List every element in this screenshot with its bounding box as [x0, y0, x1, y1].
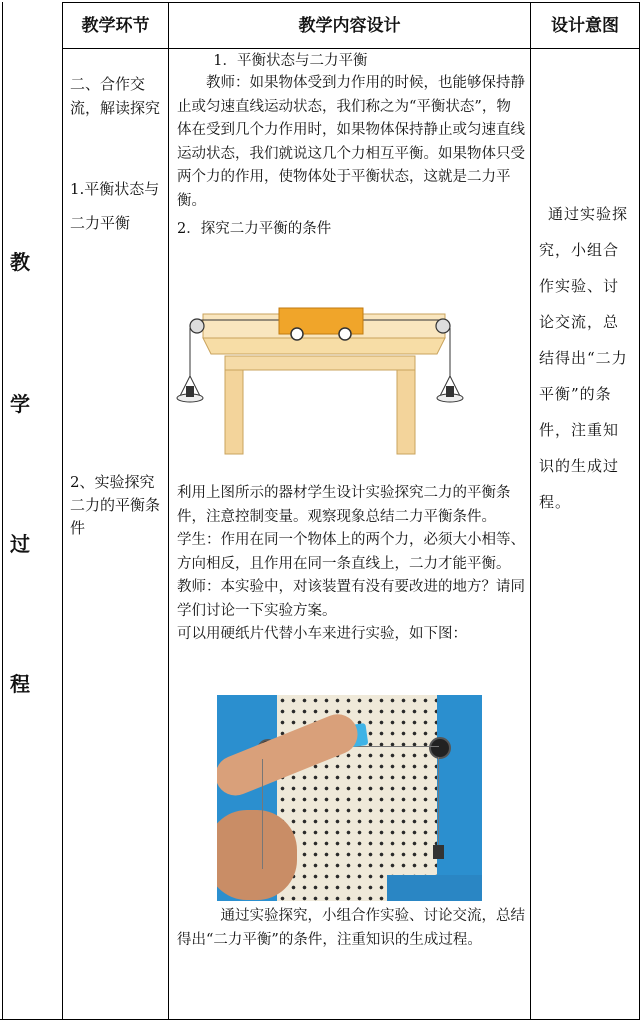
- section1-title: 1．平衡状态与二力平衡: [213, 53, 368, 69]
- weight-right-photo: [438, 757, 439, 845]
- cardboard-suggestion-text: 可以用硬纸片代替小车来进行实验，如下图：: [177, 626, 467, 642]
- table-legs: [225, 356, 415, 454]
- section2-title: 2．探究二力平衡的条件: [177, 220, 332, 237]
- stage-left-border: [62, 2, 63, 1020]
- side-label-char-3: 过: [10, 532, 30, 556]
- content-section1: [177, 50, 525, 241]
- content-left-border: [168, 2, 169, 1020]
- intent-text: 通过实验探究，小组合作实验、讨论交流，总结得出“二力平衡”的条件，注重知识的生成过程。: [539, 205, 629, 511]
- stage-part1-title: 二、合作交流，解读探究: [70, 75, 161, 117]
- content-conclusion: [177, 904, 525, 952]
- cart-wheel-left: [291, 328, 303, 340]
- weight-block-right: [433, 845, 444, 859]
- content-section2: [177, 482, 525, 647]
- pulley-right-photo: [429, 737, 451, 759]
- stage-part1-sub: 1.平衡状态与二力平衡: [70, 180, 160, 232]
- header-intent: 设计意图: [551, 16, 619, 36]
- header-stage: 教学环节: [81, 16, 150, 36]
- outer-right-border: [639, 2, 640, 1020]
- section1-body: 教师：如果物体受到力作用的时候，也能够保持静止或匀速直线运动状态，我们称之为“平衡状态”，物体在受到几个力作用时，如果物体保持静止或匀速直线运动状态，我们就说这几个力相互平衡。如果物体只受两个力的作用，使物体处于平衡状态，这就是二力平衡。: [177, 75, 525, 209]
- teacher-question-text: 教师：本实验中，对该装置有没有要改进的地方？请同学们讨论一下实验方案。: [177, 579, 525, 619]
- side-label-char-4: 程: [10, 672, 30, 696]
- stage-part2: 2、实验探究二力的平衡条件: [70, 473, 161, 537]
- weight-left-photo: [262, 759, 263, 869]
- pulley-right: [436, 319, 450, 333]
- header-content: 教学内容设计: [298, 16, 401, 36]
- pulley-left: [190, 319, 204, 333]
- side-label-char-2: 学: [10, 392, 30, 416]
- outer-left-border: [2, 2, 3, 1020]
- cart-apparatus-illustration: [175, 298, 465, 458]
- intent-left-border: [530, 2, 531, 1020]
- cart-wheel-right: [339, 328, 351, 340]
- student-answer-text: 学生：作用在同一个物体上的两个力，必须大小相等、方向相反，且作用在同一条直线上，二力才能平衡。: [177, 532, 525, 572]
- weight-hanger-left: [177, 328, 203, 402]
- cardboard-experiment-photo: [217, 695, 482, 901]
- table-top: [203, 338, 445, 354]
- conclusion-text: 通过实验探究，小组合作实验、讨论交流，总结得出“二力平衡”的条件，注重知识的生成过程。: [177, 908, 525, 948]
- blue-sheet-bottom: [387, 875, 482, 901]
- arm-lower: [217, 810, 297, 900]
- table-bottom-border: [0, 1019, 640, 1020]
- design-experiment-text: 利用上图所示的器材学生设计实验探究二力的平衡条件，注意控制变量。观察现象总结二力平衡条件。: [177, 485, 511, 525]
- side-label-char-1: 教: [10, 250, 30, 274]
- header-bottom-border: [62, 48, 640, 49]
